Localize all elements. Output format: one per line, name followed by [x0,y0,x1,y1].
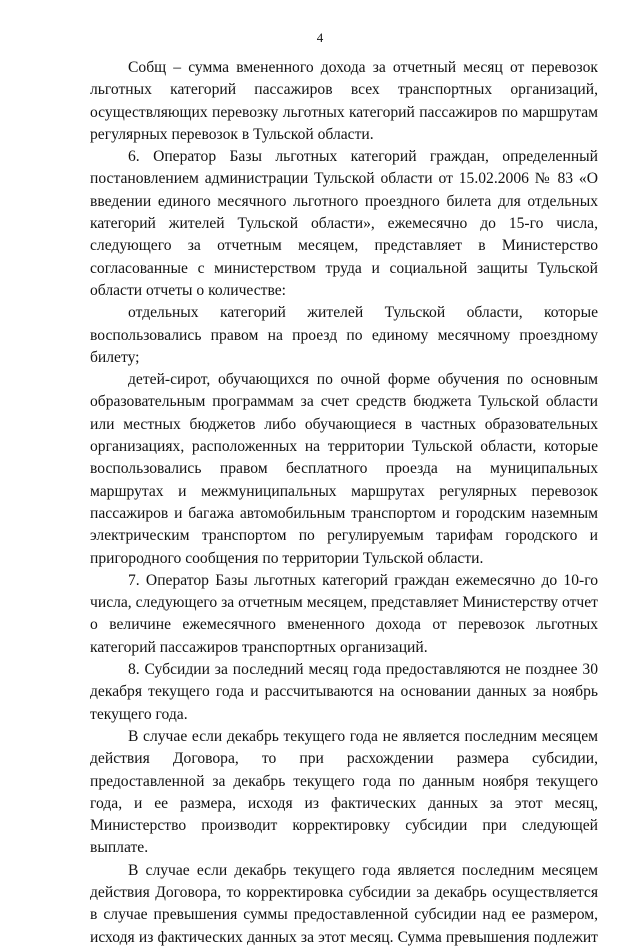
paragraph-december-last: В случае если декабрь текущего года является последним месяцем действия Договора, то корректировка субсидии за декабрь осуществляется в случае превышения суммы предоставленной субсидии над ее размером, исходя из фактических данных за этот месяц. Сумма превышения подлежит [90,861,598,946]
page-number: 4 [316,30,324,45]
paragraph-clause-8: 8. Субсидии за последний месяц года предоставляются не позднее 30 декабря текущего года и рассчитываются на основании данных за ноябрь текущего года. [90,661,598,723]
paragraph-definition-sobshch: Собщ – сумма вмененного дохода за отчетный месяц от перевозок льготных категорий пассажиров всех транспортных организаций, осуществляющих перевозку льготных категорий пассажиров по маршрутам регулярных перевозок в Тульской области. [90,59,598,143]
paragraph-list-item-residents: отдельных категорий жителей Тульской области, которые воспользовались правом на проезд по единому месячному проездному билету; [90,304,598,366]
paragraph-clause-6: 6. Оператор Базы льготных категорий граждан, определенный постановлением администрации Тульской области от 15.02.2006 № 83 «О введении единого месячного льготного проездного билета для отдельных категорий жителей Тульской области», ежемесячно до 15-го числа, следующего за отчетным месяцем, представляет в Министерство согласованные с министерством труда и социальной защиты Тульской области отчеты о количестве: [90,148,598,299]
paragraph-clause-7: 7. Оператор Базы льготных категорий граждан ежемесячно до 10-го числа, следующего за отчетным месяцем, представляет Министерству отчет о величине ежемесячного вмененного дохода от перевозок льготных категорий пассажиров транспортных организаций. [90,571,598,656]
paragraph-list-item-orphans: детей-сирот, обучающихся по очной форме обучения по основным образовательным программам за счет средств бюджета Тульской области или местных бюджетов либо обучающиеся в частных образовательных организациях, расположенных на территории Тульской области, которые воспользовались правом бесплатного проезда на муниципальных маршрутах и межмуниципальных маршрутах регулярных перевозок пассажиров и багажа автомобильным транспортом и городским наземным электрическим транспортом по регулируемым тарифам городского и пригородного сообщения по территории Тульской области. [90,371,598,567]
paragraph-december-not-last: В случае если декабрь текущего года не является последним месяцем действия Договора, то при расхождении размера субсидии, предоставленной за декабрь текущего года по данным ноября текущего года, и ее размера, исходя из фактических данных за этот месяц, Министерство производит корректировку субсидии при следующей выплате. [90,727,598,857]
document-body [90,57,598,949]
